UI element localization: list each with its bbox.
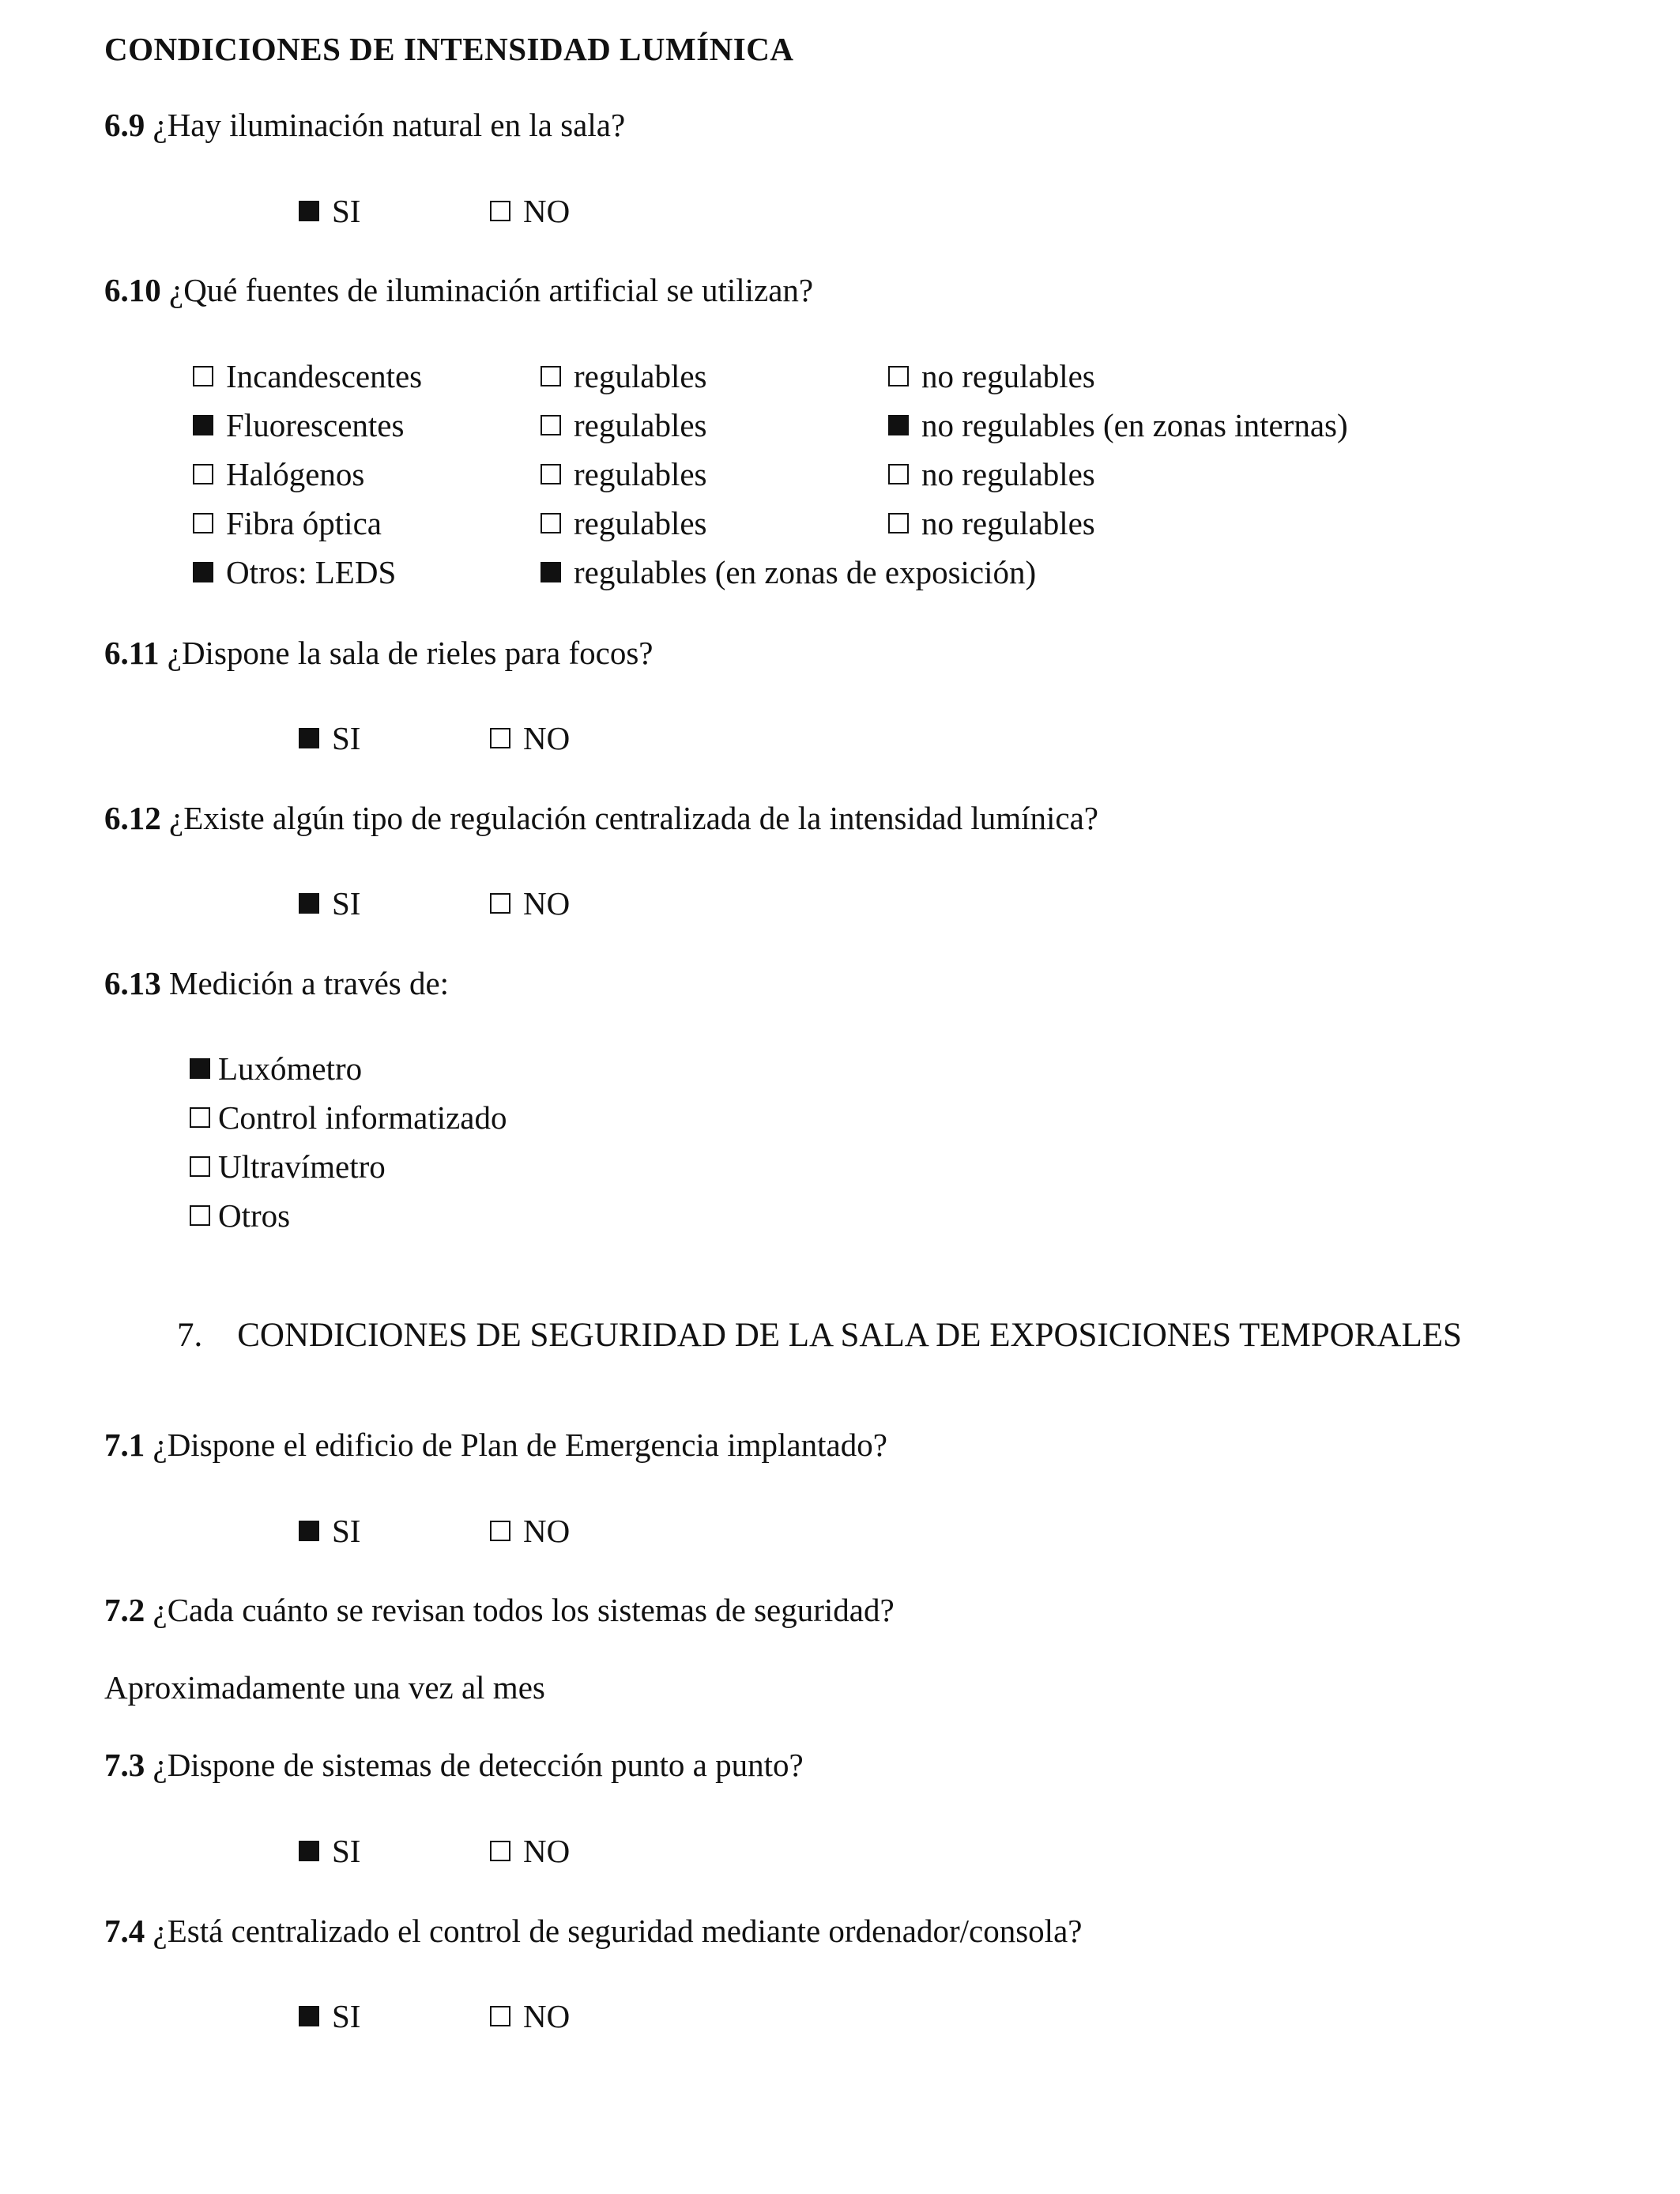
question-number: 6.9 xyxy=(104,107,145,143)
question-number: 6.12 xyxy=(104,800,161,836)
incandescent-non-dimmable[interactable] xyxy=(888,356,1095,396)
question-text: ¿Dispone el edificio de Plan de Emergencia implantado? xyxy=(153,1427,887,1463)
halogen-non-dimmable[interactable] xyxy=(888,454,1095,494)
q6-11-no-option[interactable] xyxy=(490,718,570,758)
question-text: ¿Hay iluminación natural en la sala? xyxy=(153,107,626,143)
option-label: Luxómetro xyxy=(218,1050,363,1087)
answer-7-2: Aproximadamente una vez al mes xyxy=(104,1669,545,1706)
option-label: Incandescentes xyxy=(226,358,423,394)
no-label: NO xyxy=(523,885,571,922)
light-type-fluorescent[interactable] xyxy=(193,405,404,445)
checked-box-icon[interactable] xyxy=(299,1521,319,1541)
section-title: CONDICIONES DE SEGURIDAD DE LA SALA DE EXPOSICIONES TEMPORALES xyxy=(237,1317,1462,1354)
empty-box-icon[interactable] xyxy=(193,513,213,533)
light-type-fiber-optic[interactable] xyxy=(193,503,382,543)
option-label: regulables xyxy=(574,505,707,541)
q7-3-no-option[interactable] xyxy=(490,1830,570,1871)
question-text: ¿Dispone de sistemas de detección punto a punto? xyxy=(153,1747,804,1783)
option-label: Otros xyxy=(218,1197,291,1234)
fluorescent-non-dimmable[interactable] xyxy=(888,405,1348,445)
empty-box-icon[interactable] xyxy=(490,1521,510,1541)
measure-option-luxometer[interactable] xyxy=(190,1048,362,1088)
measure-option-uv-meter[interactable] xyxy=(190,1146,386,1186)
checked-box-icon[interactable] xyxy=(299,893,319,914)
empty-box-icon[interactable] xyxy=(888,464,909,484)
question-6-11 xyxy=(104,633,653,673)
empty-box-icon[interactable] xyxy=(190,1156,210,1177)
option-label: Fluorescentes xyxy=(226,407,405,443)
empty-box-icon[interactable] xyxy=(490,893,510,914)
option-label: regulables xyxy=(574,407,707,443)
checked-box-icon[interactable] xyxy=(299,728,319,748)
option-label: no regulables xyxy=(921,456,1095,492)
incandescent-dimmable[interactable] xyxy=(541,356,706,396)
yes-label: SI xyxy=(332,1513,361,1549)
option-label: regulables xyxy=(574,456,707,492)
option-label: regulables xyxy=(574,358,707,394)
empty-box-icon[interactable] xyxy=(490,2006,510,2026)
q7-1-yes-option[interactable] xyxy=(299,1510,360,1551)
q6-9-yes-option[interactable] xyxy=(299,190,360,231)
q7-4-no-option[interactable] xyxy=(490,1996,570,2036)
empty-box-icon[interactable] xyxy=(490,1841,510,1861)
empty-box-icon[interactable] xyxy=(541,513,561,533)
question-6-9 xyxy=(104,105,625,145)
empty-box-icon[interactable] xyxy=(490,201,510,221)
no-label: NO xyxy=(523,720,571,756)
question-text: ¿Cada cuánto se revisan todos los sistemas de seguridad? xyxy=(153,1592,895,1628)
measure-option-computer-control[interactable] xyxy=(190,1097,507,1137)
section-7-heading xyxy=(177,1315,1462,1356)
no-label: NO xyxy=(523,193,571,229)
option-label: Otros: LEDS xyxy=(226,554,397,590)
q6-9-no-option[interactable] xyxy=(490,190,570,231)
yes-label: SI xyxy=(332,720,361,756)
light-type-halogen[interactable] xyxy=(193,454,364,494)
option-label: no regulables xyxy=(921,358,1095,394)
no-label: NO xyxy=(523,1513,571,1549)
checked-box-icon[interactable] xyxy=(299,1841,319,1861)
question-number: 7.4 xyxy=(104,1913,145,1949)
empty-box-icon[interactable] xyxy=(888,513,909,533)
yes-label: SI xyxy=(332,1833,361,1869)
question-text: ¿Qué fuentes de iluminación artificial se utilizan? xyxy=(169,272,814,308)
question-text: ¿Existe algún tipo de regulación centralizada de la intensidad lumínica? xyxy=(169,800,1099,836)
option-label: Fibra óptica xyxy=(226,505,382,541)
q7-3-yes-option[interactable] xyxy=(299,1830,360,1871)
empty-box-icon[interactable] xyxy=(190,1205,210,1226)
q6-11-yes-option[interactable] xyxy=(299,718,360,758)
empty-box-icon[interactable] xyxy=(541,366,561,386)
option-label: no regulables xyxy=(921,505,1095,541)
empty-box-icon[interactable] xyxy=(541,464,561,484)
empty-box-icon[interactable] xyxy=(190,1107,210,1128)
empty-box-icon[interactable] xyxy=(193,464,213,484)
question-number: 6.10 xyxy=(104,272,161,308)
question-6-12 xyxy=(104,798,1098,838)
empty-box-icon[interactable] xyxy=(193,366,213,386)
checked-box-icon[interactable] xyxy=(299,201,319,221)
checked-box-icon[interactable] xyxy=(299,2006,319,2026)
question-text: ¿Está centralizado el control de seguridad mediante ordenador/consola? xyxy=(153,1913,1083,1949)
question-number: 6.13 xyxy=(104,965,161,1001)
q7-1-no-option[interactable] xyxy=(490,1510,570,1551)
q6-12-no-option[interactable] xyxy=(490,883,570,923)
question-7-4 xyxy=(104,1911,1082,1951)
checked-box-icon[interactable] xyxy=(541,562,561,582)
empty-box-icon[interactable] xyxy=(490,728,510,748)
question-number: 7.3 xyxy=(104,1747,145,1783)
yes-label: SI xyxy=(332,193,361,229)
empty-box-icon[interactable] xyxy=(541,415,561,435)
no-label: NO xyxy=(523,1833,571,1869)
no-label: NO xyxy=(523,1998,571,2034)
fiber-optic-dimmable[interactable] xyxy=(541,503,706,543)
question-text: Medición a través de: xyxy=(169,965,450,1001)
halogen-dimmable[interactable] xyxy=(541,454,706,494)
question-6-10 xyxy=(104,270,813,310)
option-label: Ultravímetro xyxy=(218,1148,386,1185)
yes-label: SI xyxy=(332,1998,361,2034)
fluorescent-dimmable[interactable] xyxy=(541,405,706,445)
light-type-incandescent[interactable] xyxy=(193,356,422,396)
fiber-optic-non-dimmable[interactable] xyxy=(888,503,1095,543)
leds-dimmable[interactable] xyxy=(541,552,1036,592)
q7-4-yes-option[interactable] xyxy=(299,1996,360,2036)
measure-option-others[interactable] xyxy=(190,1195,290,1235)
question-number: 6.11 xyxy=(104,635,160,671)
yes-label: SI xyxy=(332,885,361,922)
empty-box-icon[interactable] xyxy=(888,366,909,386)
section-heading: CONDICIONES DE INTENSIDAD LUMÍNICA xyxy=(104,31,794,67)
light-type-other-leds[interactable] xyxy=(193,552,396,592)
option-label: no regulables (en zonas internas) xyxy=(921,407,1348,443)
q6-12-yes-option[interactable] xyxy=(299,883,360,923)
option-label: Control informatizado xyxy=(218,1099,507,1136)
question-number: 7.1 xyxy=(104,1427,145,1463)
question-6-13 xyxy=(104,963,449,1003)
option-label: Halógenos xyxy=(226,456,365,492)
section-number: 7. xyxy=(177,1317,203,1354)
checked-box-icon[interactable] xyxy=(193,562,213,582)
question-7-3 xyxy=(104,1745,804,1785)
question-7-2 xyxy=(104,1590,895,1630)
checked-box-icon[interactable] xyxy=(193,415,213,435)
checked-box-icon[interactable] xyxy=(190,1058,210,1079)
question-text: ¿Dispone la sala de rieles para focos? xyxy=(167,635,654,671)
question-7-1 xyxy=(104,1425,887,1465)
checked-box-icon[interactable] xyxy=(888,415,909,435)
option-label: regulables (en zonas de exposición) xyxy=(574,554,1037,590)
question-number: 7.2 xyxy=(104,1592,145,1628)
